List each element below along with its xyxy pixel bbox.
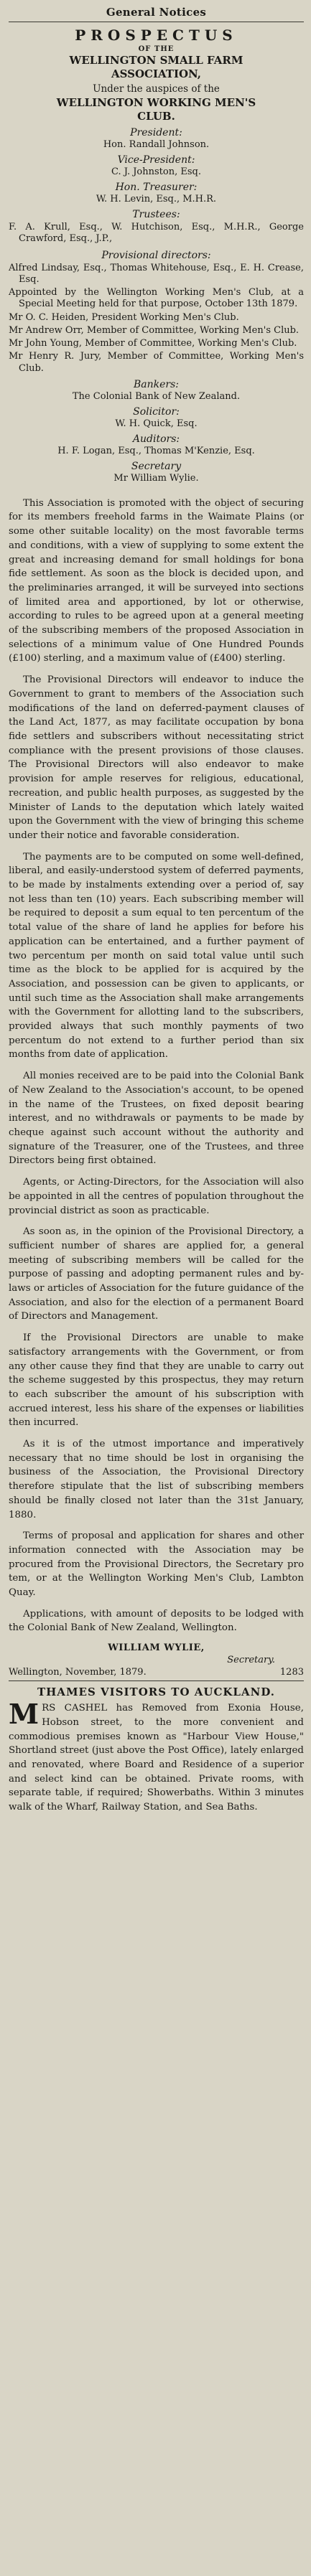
paragraph-monies: All monies received are to be paid into the Colonial Bank of New Zealand to the Association's account, to be opened in the name of the Trustees, on fixed deposit bearing interest, and no withdrawals or payments to be made by cheque against such account without the authority and signature of the Treasurer, one of the Trustees, and three Directors being first obtained.	[9, 1071, 304, 1167]
auspices-line: Under the auspices of the	[93, 83, 220, 95]
secretary-label: Secretary	[131, 460, 182, 472]
bankers-name: The Colonial Bank of New Zealand.	[72, 390, 241, 402]
director-heiden: Mr O. C. Heiden, President Working Men's Club.	[9, 311, 239, 323]
auditors-names: H. F. Logan, Esq., Thomas M'Kenzie, Esq.	[57, 445, 255, 456]
secretary-name: Mr William Wylie.	[113, 472, 199, 484]
paragraph-applications: Applications, with amount of deposits to be lodged with the Colonial Bank of New Zealand, Wellington.	[9, 1608, 304, 1634]
ad-number: 1283	[279, 1667, 304, 1678]
signature-name: WILLIAM WYLIE,	[108, 1642, 205, 1654]
treasurer-label: Hon. Treasurer:	[115, 182, 198, 193]
solicitor-label: Solicitor:	[133, 405, 180, 418]
org-name-line1: WELLINGTON SMALL FARM	[69, 54, 243, 67]
vice-president-label: Vice-President:	[117, 154, 195, 166]
club-name-line1: WELLINGTON WORKING MEN'S	[56, 95, 256, 109]
thames-notice-body	[9, 1698, 304, 1815]
trustees-names: F. A. Krull, Esq., W. Hutchison, Esq., M.H.R., George Crawford, Esq., J.P.,	[9, 222, 304, 245]
signature-title-row	[9, 1655, 304, 1665]
section-header: General Notices	[9, 4, 304, 22]
director-orr: Mr Andrew Orr, Member of Committee, Working Men's Club.	[9, 324, 300, 336]
director-jury: Mr Henry R. Jury, Member of Committee, Working Men's Club.	[9, 351, 304, 374]
paragraph-agents: Agents, or Acting-Directors, for the Association will also be appointed in all the centres of population throughout the provincial district as soon as practicable.	[9, 1177, 304, 1216]
org-name-line2: ASSOCIATION,	[111, 67, 202, 81]
paragraph-terms: Terms of proposal and application for shares and other information connected with the Association may be procured from the Provisional Directors, the Secretary pro tem, or at the Wellington Working Men's Club, Lambton Quay.	[9, 1531, 304, 1599]
paragraph-general-meeting: As soon as, in the opinion of the Provisional Directory, a sufficient number of shares are applied for, a general meeting of subscribing members will be called for the purpose of passing and adopting permanent rules and by-laws or articles of Association for the future guidance of the Association, and also for the election of a permanent Board of Directors and Management.	[9, 1226, 304, 1322]
thames-notice-text: RS CASHEL has Removed from Exonia House, Hobson street, to the more convenient and commodious premises known as "Harbour View House," Shortland street (just above the Post Office), lately enlarged and renovated, where Board and Residence of a superior and select kind can be obtained. Private rooms, with separate table, if required; Showerbaths. Within 3 minutes walk of the Wharf, Railway Station, and Sea Baths.	[9, 1703, 304, 1813]
provisional-directors-label: Provisional directors:	[101, 249, 211, 261]
solicitor-name: W. H. Quick, Esq.	[115, 418, 198, 429]
paragraph-payments: The payments are to be computed on some well-defined, liberal, and easily-understood system of deferred payments, to be made by instalments extending over a period of, say not less than ten (10) years. Each subscribing member will be required to deposit a sum equal to ten percentum of the total value of the share of land he applies for before his application can be entertained, and a further payment of two percentum per month on said total value until such time as the block to be applied for is acquired by the Association, and possession can be given to applicants, or until such time as the Association shall make arrangements with the Government for allotting land to the subscribers, provided always that such monthly payments of two percentum do not extend to a further period than six months from date of application.	[9, 851, 304, 1061]
signature-title: Secretary.	[227, 1655, 275, 1666]
dateline-row	[9, 1667, 304, 1681]
of-the-line: OF THE	[138, 45, 175, 53]
bankers-label: Bankers:	[133, 378, 179, 390]
thames-notice-title: THAMES VISITORS TO AUCKLAND.	[37, 1686, 276, 1699]
prospectus-headline: PROSPECTUS	[75, 27, 238, 44]
treasurer-name: W. H. Levin, Esq., M.H.R.	[96, 194, 217, 205]
appointment-note: Appointed by the Wellington Working Men's Club, at a Special Meeting held for that purpose, October 13th 1879.	[9, 287, 304, 310]
paragraph-closing-date: As it is of the utmost importance and imperatively necessary that no time should be lost in organising the business of the Association, the Provisional Directory therefore stipulate that the list of subscribing members should be finally closed not later than the 31st January, 1880.	[9, 1439, 304, 1520]
drop-cap: M	[9, 1698, 40, 1731]
directors-names: Alfred Lindsay, Esq., Thomas Whitehouse, Esq., E. H. Crease, Esq.	[9, 262, 304, 285]
president-name: Hon. Randall Johnson.	[103, 139, 210, 150]
paragraph-provisional-directors: The Provisional Directors will endeavor to induce the Government to grant to members of the Association such modifications of the land on deferred-payment clauses of the Land Act, 1877, as may facilitate occupation by bona fide settlers and subscribers without necessitating strict compliance with the present provisions of those clauses. The Provisional Directors will also endeavor to make provision for ample reserves for religious, educational, recreation, and public health purposes, as suggested by the Minister of Lands to the deputation which lately waited upon the Government with the view of bringing this scheme under their notice and favorable consideration.	[9, 674, 304, 841]
paragraph-refund: If the Provisional Directors are unable to make satisfactory arrangements with the Government, or from any other cause they find that they are unable to carry out the scheme suggested by this prospectus, they may return to each subscriber the amount of his subscription with accrued interest, less his share of the expenses or liabilities then incurred.	[9, 1332, 304, 1429]
paragraph-objects: This Association is promoted with the object of securing for its members freehold farms in the Waimate Plains (or some other suitable locality) on the most favorable terms and conditions, with a view of supplying to some extent the great and increasing demand for small holdings for bona fide settlement. As soon as the block is decided upon, and the preliminaries arranged, it will be surveyed into sections of limited area and apportioned, by lot or otherwise, according to rules to be agreed upon at a general meeting of the subscribing members of the proposed Association in selections of a minimum value of One Hundred Pounds (£100) sterling, and a maximum value of (£400) sterling.	[9, 497, 304, 664]
club-name-line2: CLUB.	[137, 109, 175, 123]
auditors-label: Auditors:	[132, 433, 180, 445]
president-label: President:	[130, 127, 182, 138]
trustees-label: Trustees:	[132, 209, 180, 220]
dateline: Wellington, November, 1879.	[9, 1667, 147, 1678]
vice-president-name: C. J. Johnston, Esq.	[111, 166, 201, 177]
director-young: Mr John Young, Member of Committee, Working Men's Club.	[9, 338, 297, 349]
